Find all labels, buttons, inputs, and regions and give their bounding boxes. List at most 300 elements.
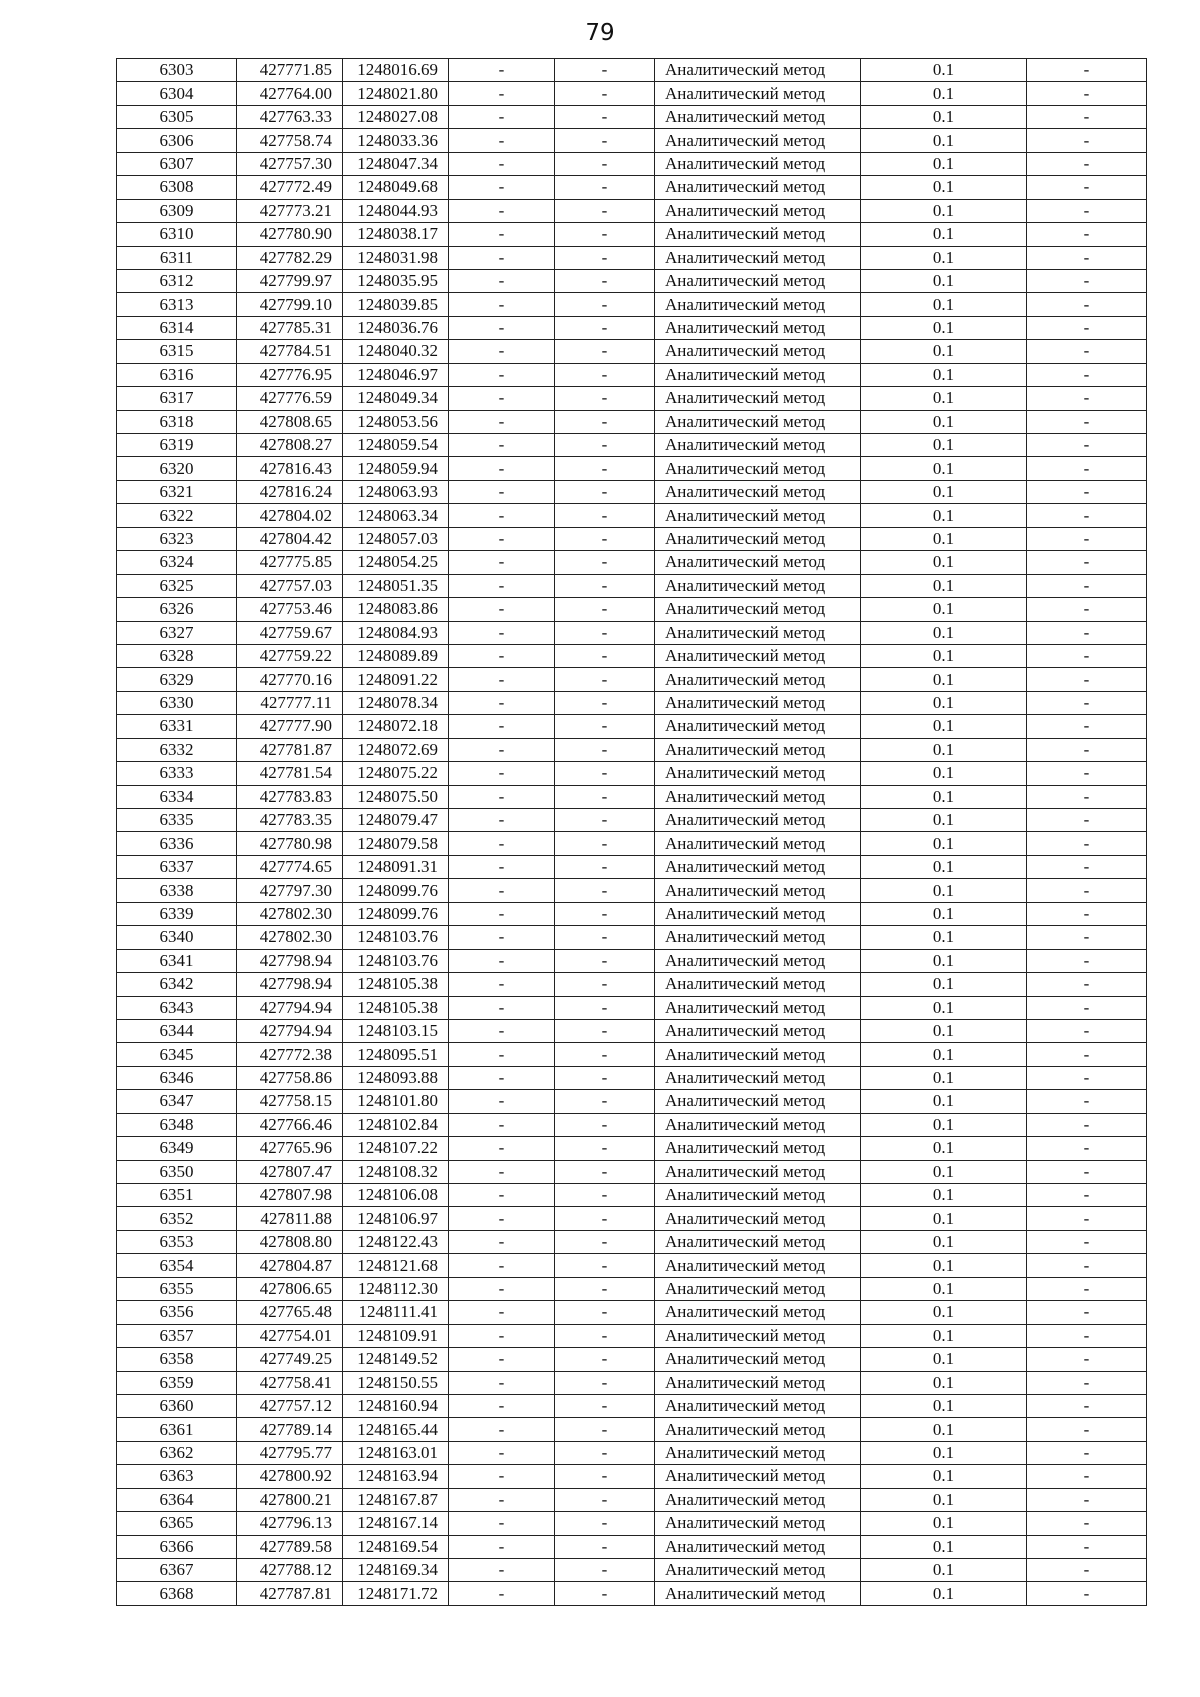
accuracy-cell: 0.1 bbox=[861, 949, 1027, 972]
x-coordinate-cell: 427763.33 bbox=[237, 105, 343, 128]
empty-cell-b: - bbox=[555, 1441, 655, 1464]
y-coordinate-cell: 1248169.34 bbox=[343, 1559, 449, 1582]
empty-cell-a: - bbox=[449, 1441, 555, 1464]
empty-cell-c: - bbox=[1027, 879, 1147, 902]
method-cell: Аналитический метод bbox=[655, 1488, 861, 1511]
point-number-cell: 6338 bbox=[117, 879, 237, 902]
point-number-cell: 6310 bbox=[117, 223, 237, 246]
accuracy-cell: 0.1 bbox=[861, 1160, 1027, 1183]
accuracy-cell: 0.1 bbox=[861, 199, 1027, 222]
table-row bbox=[117, 785, 1147, 808]
y-coordinate-cell: 1248051.35 bbox=[343, 574, 449, 597]
empty-cell-b: - bbox=[555, 457, 655, 480]
empty-cell-c: - bbox=[1027, 1559, 1147, 1582]
point-number-cell: 6347 bbox=[117, 1090, 237, 1113]
y-coordinate-cell: 1248149.52 bbox=[343, 1348, 449, 1371]
empty-cell-a: - bbox=[449, 809, 555, 832]
point-number-cell: 6306 bbox=[117, 129, 237, 152]
empty-cell-b: - bbox=[555, 246, 655, 269]
accuracy-cell: 0.1 bbox=[861, 832, 1027, 855]
table-row bbox=[117, 762, 1147, 785]
empty-cell-c: - bbox=[1027, 1254, 1147, 1277]
y-coordinate-cell: 1248046.97 bbox=[343, 363, 449, 386]
page-number: 79 bbox=[585, 20, 615, 46]
method-cell: Аналитический метод bbox=[655, 574, 861, 597]
empty-cell-b: - bbox=[555, 1277, 655, 1300]
table-row bbox=[117, 246, 1147, 269]
empty-cell-a: - bbox=[449, 1254, 555, 1277]
empty-cell-a: - bbox=[449, 1418, 555, 1441]
y-coordinate-cell: 1248057.03 bbox=[343, 527, 449, 550]
accuracy-cell: 0.1 bbox=[861, 1254, 1027, 1277]
empty-cell-b: - bbox=[555, 82, 655, 105]
empty-cell-c: - bbox=[1027, 574, 1147, 597]
method-cell: Аналитический метод bbox=[655, 457, 861, 480]
x-coordinate-cell: 427796.13 bbox=[237, 1512, 343, 1535]
accuracy-cell: 0.1 bbox=[861, 152, 1027, 175]
accuracy-cell: 0.1 bbox=[861, 363, 1027, 386]
method-cell: Аналитический метод bbox=[655, 973, 861, 996]
empty-cell-b: - bbox=[555, 902, 655, 925]
empty-cell-a: - bbox=[449, 1207, 555, 1230]
empty-cell-a: - bbox=[449, 293, 555, 316]
point-number-cell: 6365 bbox=[117, 1512, 237, 1535]
method-cell: Аналитический метод bbox=[655, 340, 861, 363]
method-cell: Аналитический метод bbox=[655, 1371, 861, 1394]
point-number-cell: 6304 bbox=[117, 82, 237, 105]
empty-cell-a: - bbox=[449, 762, 555, 785]
empty-cell-c: - bbox=[1027, 1512, 1147, 1535]
x-coordinate-cell: 427789.58 bbox=[237, 1535, 343, 1558]
table-row bbox=[117, 527, 1147, 550]
accuracy-cell: 0.1 bbox=[861, 293, 1027, 316]
x-coordinate-cell: 427783.83 bbox=[237, 785, 343, 808]
point-number-cell: 6352 bbox=[117, 1207, 237, 1230]
y-coordinate-cell: 1248083.86 bbox=[343, 598, 449, 621]
table-row bbox=[117, 1066, 1147, 1089]
empty-cell-a: - bbox=[449, 129, 555, 152]
empty-cell-c: - bbox=[1027, 1488, 1147, 1511]
empty-cell-a: - bbox=[449, 1535, 555, 1558]
empty-cell-a: - bbox=[449, 410, 555, 433]
y-coordinate-cell: 1248103.15 bbox=[343, 1019, 449, 1042]
table-row bbox=[117, 574, 1147, 597]
method-cell: Аналитический метод bbox=[655, 1254, 861, 1277]
empty-cell-b: - bbox=[555, 363, 655, 386]
accuracy-cell: 0.1 bbox=[861, 809, 1027, 832]
empty-cell-a: - bbox=[449, 527, 555, 550]
empty-cell-b: - bbox=[555, 855, 655, 878]
accuracy-cell: 0.1 bbox=[861, 1418, 1027, 1441]
empty-cell-a: - bbox=[449, 199, 555, 222]
table-row bbox=[117, 996, 1147, 1019]
empty-cell-b: - bbox=[555, 644, 655, 667]
empty-cell-b: - bbox=[555, 1488, 655, 1511]
y-coordinate-cell: 1248165.44 bbox=[343, 1418, 449, 1441]
empty-cell-b: - bbox=[555, 1207, 655, 1230]
y-coordinate-cell: 1248040.32 bbox=[343, 340, 449, 363]
x-coordinate-cell: 427782.29 bbox=[237, 246, 343, 269]
empty-cell-a: - bbox=[449, 996, 555, 1019]
point-number-cell: 6317 bbox=[117, 387, 237, 410]
empty-cell-a: - bbox=[449, 176, 555, 199]
table-row bbox=[117, 59, 1147, 82]
empty-cell-a: - bbox=[449, 82, 555, 105]
table-row bbox=[117, 691, 1147, 714]
empty-cell-b: - bbox=[555, 504, 655, 527]
y-coordinate-cell: 1248111.41 bbox=[343, 1301, 449, 1324]
accuracy-cell: 0.1 bbox=[861, 340, 1027, 363]
method-cell: Аналитический метод bbox=[655, 1324, 861, 1347]
empty-cell-a: - bbox=[449, 504, 555, 527]
empty-cell-b: - bbox=[555, 387, 655, 410]
y-coordinate-cell: 1248059.94 bbox=[343, 457, 449, 480]
method-cell: Аналитический метод bbox=[655, 176, 861, 199]
method-cell: Аналитический метод bbox=[655, 223, 861, 246]
x-coordinate-cell: 427780.98 bbox=[237, 832, 343, 855]
y-coordinate-cell: 1248150.55 bbox=[343, 1371, 449, 1394]
empty-cell-c: - bbox=[1027, 223, 1147, 246]
empty-cell-a: - bbox=[449, 223, 555, 246]
method-cell: Аналитический метод bbox=[655, 59, 861, 82]
method-cell: Аналитический метод bbox=[655, 762, 861, 785]
table-body bbox=[117, 59, 1147, 1606]
table-row bbox=[117, 387, 1147, 410]
empty-cell-b: - bbox=[555, 973, 655, 996]
y-coordinate-cell: 1248171.72 bbox=[343, 1582, 449, 1605]
point-number-cell: 6309 bbox=[117, 199, 237, 222]
x-coordinate-cell: 427759.22 bbox=[237, 644, 343, 667]
method-cell: Аналитический метод bbox=[655, 105, 861, 128]
accuracy-cell: 0.1 bbox=[861, 176, 1027, 199]
method-cell: Аналитический метод bbox=[655, 1512, 861, 1535]
table-row bbox=[117, 1137, 1147, 1160]
empty-cell-c: - bbox=[1027, 949, 1147, 972]
accuracy-cell: 0.1 bbox=[861, 316, 1027, 339]
empty-cell-a: - bbox=[449, 691, 555, 714]
empty-cell-a: - bbox=[449, 316, 555, 339]
y-coordinate-cell: 1248101.80 bbox=[343, 1090, 449, 1113]
y-coordinate-cell: 1248091.22 bbox=[343, 668, 449, 691]
empty-cell-c: - bbox=[1027, 902, 1147, 925]
point-number-cell: 6355 bbox=[117, 1277, 237, 1300]
empty-cell-c: - bbox=[1027, 504, 1147, 527]
x-coordinate-cell: 427808.27 bbox=[237, 434, 343, 457]
empty-cell-c: - bbox=[1027, 480, 1147, 503]
accuracy-cell: 0.1 bbox=[861, 105, 1027, 128]
method-cell: Аналитический метод bbox=[655, 434, 861, 457]
empty-cell-a: - bbox=[449, 1301, 555, 1324]
point-number-cell: 6335 bbox=[117, 809, 237, 832]
empty-cell-c: - bbox=[1027, 668, 1147, 691]
x-coordinate-cell: 427774.65 bbox=[237, 855, 343, 878]
point-number-cell: 6328 bbox=[117, 644, 237, 667]
y-coordinate-cell: 1248163.01 bbox=[343, 1441, 449, 1464]
empty-cell-a: - bbox=[449, 785, 555, 808]
accuracy-cell: 0.1 bbox=[861, 59, 1027, 82]
y-coordinate-cell: 1248036.76 bbox=[343, 316, 449, 339]
y-coordinate-cell: 1248072.69 bbox=[343, 738, 449, 761]
empty-cell-b: - bbox=[555, 1090, 655, 1113]
accuracy-cell: 0.1 bbox=[861, 527, 1027, 550]
empty-cell-c: - bbox=[1027, 1301, 1147, 1324]
method-cell: Аналитический метод bbox=[655, 668, 861, 691]
empty-cell-b: - bbox=[555, 1301, 655, 1324]
x-coordinate-cell: 427777.11 bbox=[237, 691, 343, 714]
point-number-cell: 6364 bbox=[117, 1488, 237, 1511]
accuracy-cell: 0.1 bbox=[861, 410, 1027, 433]
x-coordinate-cell: 427781.87 bbox=[237, 738, 343, 761]
empty-cell-b: - bbox=[555, 1512, 655, 1535]
empty-cell-a: - bbox=[449, 1137, 555, 1160]
y-coordinate-cell: 1248035.95 bbox=[343, 269, 449, 292]
table-row bbox=[117, 1160, 1147, 1183]
point-number-cell: 6321 bbox=[117, 480, 237, 503]
empty-cell-c: - bbox=[1027, 199, 1147, 222]
empty-cell-c: - bbox=[1027, 410, 1147, 433]
empty-cell-b: - bbox=[555, 199, 655, 222]
table-row bbox=[117, 902, 1147, 925]
empty-cell-b: - bbox=[555, 1137, 655, 1160]
method-cell: Аналитический метод bbox=[655, 715, 861, 738]
y-coordinate-cell: 1248099.76 bbox=[343, 879, 449, 902]
empty-cell-a: - bbox=[449, 1066, 555, 1089]
empty-cell-a: - bbox=[449, 1559, 555, 1582]
point-number-cell: 6320 bbox=[117, 457, 237, 480]
x-coordinate-cell: 427759.67 bbox=[237, 621, 343, 644]
method-cell: Аналитический метод bbox=[655, 480, 861, 503]
table-row bbox=[117, 598, 1147, 621]
point-number-cell: 6331 bbox=[117, 715, 237, 738]
empty-cell-a: - bbox=[449, 574, 555, 597]
table-row bbox=[117, 176, 1147, 199]
empty-cell-a: - bbox=[449, 1324, 555, 1347]
empty-cell-c: - bbox=[1027, 1090, 1147, 1113]
empty-cell-c: - bbox=[1027, 1535, 1147, 1558]
method-cell: Аналитический метод bbox=[655, 1043, 861, 1066]
method-cell: Аналитический метод bbox=[655, 363, 861, 386]
empty-cell-c: - bbox=[1027, 1113, 1147, 1136]
accuracy-cell: 0.1 bbox=[861, 879, 1027, 902]
empty-cell-b: - bbox=[555, 1371, 655, 1394]
empty-cell-c: - bbox=[1027, 598, 1147, 621]
method-cell: Аналитический метод bbox=[655, 926, 861, 949]
y-coordinate-cell: 1248163.94 bbox=[343, 1465, 449, 1488]
accuracy-cell: 0.1 bbox=[861, 1090, 1027, 1113]
empty-cell-a: - bbox=[449, 434, 555, 457]
method-cell: Аналитический метод bbox=[655, 1207, 861, 1230]
empty-cell-b: - bbox=[555, 715, 655, 738]
empty-cell-c: - bbox=[1027, 246, 1147, 269]
empty-cell-b: - bbox=[555, 176, 655, 199]
accuracy-cell: 0.1 bbox=[861, 246, 1027, 269]
point-number-cell: 6366 bbox=[117, 1535, 237, 1558]
y-coordinate-cell: 1248091.31 bbox=[343, 855, 449, 878]
empty-cell-b: - bbox=[555, 105, 655, 128]
empty-cell-b: - bbox=[555, 223, 655, 246]
x-coordinate-cell: 427754.01 bbox=[237, 1324, 343, 1347]
table-row bbox=[117, 152, 1147, 175]
point-number-cell: 6316 bbox=[117, 363, 237, 386]
y-coordinate-cell: 1248106.97 bbox=[343, 1207, 449, 1230]
y-coordinate-cell: 1248063.34 bbox=[343, 504, 449, 527]
empty-cell-c: - bbox=[1027, 434, 1147, 457]
point-number-cell: 6361 bbox=[117, 1418, 237, 1441]
empty-cell-c: - bbox=[1027, 340, 1147, 363]
y-coordinate-cell: 1248044.93 bbox=[343, 199, 449, 222]
empty-cell-b: - bbox=[555, 1582, 655, 1605]
empty-cell-c: - bbox=[1027, 152, 1147, 175]
table-row bbox=[117, 269, 1147, 292]
table-row bbox=[117, 1324, 1147, 1347]
x-coordinate-cell: 427798.94 bbox=[237, 973, 343, 996]
empty-cell-b: - bbox=[555, 410, 655, 433]
empty-cell-b: - bbox=[555, 949, 655, 972]
method-cell: Аналитический метод bbox=[655, 1184, 861, 1207]
point-number-cell: 6307 bbox=[117, 152, 237, 175]
y-coordinate-cell: 1248109.91 bbox=[343, 1324, 449, 1347]
method-cell: Аналитический метод bbox=[655, 621, 861, 644]
y-coordinate-cell: 1248016.69 bbox=[343, 59, 449, 82]
accuracy-cell: 0.1 bbox=[861, 223, 1027, 246]
accuracy-cell: 0.1 bbox=[861, 504, 1027, 527]
y-coordinate-cell: 1248099.76 bbox=[343, 902, 449, 925]
y-coordinate-cell: 1248106.08 bbox=[343, 1184, 449, 1207]
empty-cell-b: - bbox=[555, 1254, 655, 1277]
method-cell: Аналитический метод bbox=[655, 199, 861, 222]
x-coordinate-cell: 427765.48 bbox=[237, 1301, 343, 1324]
empty-cell-c: - bbox=[1027, 1137, 1147, 1160]
empty-cell-c: - bbox=[1027, 762, 1147, 785]
empty-cell-a: - bbox=[449, 551, 555, 574]
point-number-cell: 6362 bbox=[117, 1441, 237, 1464]
table-row bbox=[117, 223, 1147, 246]
empty-cell-b: - bbox=[555, 434, 655, 457]
empty-cell-a: - bbox=[449, 879, 555, 902]
method-cell: Аналитический метод bbox=[655, 832, 861, 855]
point-number-cell: 6305 bbox=[117, 105, 237, 128]
point-number-cell: 6329 bbox=[117, 668, 237, 691]
empty-cell-c: - bbox=[1027, 1324, 1147, 1347]
method-cell: Аналитический метод bbox=[655, 1230, 861, 1253]
empty-cell-c: - bbox=[1027, 715, 1147, 738]
empty-cell-a: - bbox=[449, 715, 555, 738]
y-coordinate-cell: 1248072.18 bbox=[343, 715, 449, 738]
point-number-cell: 6367 bbox=[117, 1559, 237, 1582]
method-cell: Аналитический метод bbox=[655, 1441, 861, 1464]
empty-cell-b: - bbox=[555, 785, 655, 808]
point-number-cell: 6341 bbox=[117, 949, 237, 972]
empty-cell-a: - bbox=[449, 387, 555, 410]
empty-cell-c: - bbox=[1027, 363, 1147, 386]
point-number-cell: 6360 bbox=[117, 1394, 237, 1417]
empty-cell-c: - bbox=[1027, 293, 1147, 316]
y-coordinate-cell: 1248033.36 bbox=[343, 129, 449, 152]
method-cell: Аналитический метод bbox=[655, 902, 861, 925]
accuracy-cell: 0.1 bbox=[861, 1043, 1027, 1066]
x-coordinate-cell: 427758.86 bbox=[237, 1066, 343, 1089]
point-number-cell: 6343 bbox=[117, 996, 237, 1019]
point-number-cell: 6314 bbox=[117, 316, 237, 339]
empty-cell-a: - bbox=[449, 1582, 555, 1605]
empty-cell-c: - bbox=[1027, 1418, 1147, 1441]
empty-cell-c: - bbox=[1027, 1465, 1147, 1488]
accuracy-cell: 0.1 bbox=[861, 1394, 1027, 1417]
method-cell: Аналитический метод bbox=[655, 1559, 861, 1582]
empty-cell-c: - bbox=[1027, 1441, 1147, 1464]
point-number-cell: 6353 bbox=[117, 1230, 237, 1253]
point-number-cell: 6303 bbox=[117, 59, 237, 82]
y-coordinate-cell: 1248107.22 bbox=[343, 1137, 449, 1160]
point-number-cell: 6322 bbox=[117, 504, 237, 527]
point-number-cell: 6344 bbox=[117, 1019, 237, 1042]
table-row bbox=[117, 1582, 1147, 1605]
y-coordinate-cell: 1248108.32 bbox=[343, 1160, 449, 1183]
table-row bbox=[117, 621, 1147, 644]
point-number-cell: 6324 bbox=[117, 551, 237, 574]
x-coordinate-cell: 427807.47 bbox=[237, 1160, 343, 1183]
empty-cell-a: - bbox=[449, 480, 555, 503]
empty-cell-a: - bbox=[449, 59, 555, 82]
accuracy-cell: 0.1 bbox=[861, 644, 1027, 667]
empty-cell-c: - bbox=[1027, 129, 1147, 152]
accuracy-cell: 0.1 bbox=[861, 1582, 1027, 1605]
table-row bbox=[117, 1184, 1147, 1207]
y-coordinate-cell: 1248093.88 bbox=[343, 1066, 449, 1089]
x-coordinate-cell: 427783.35 bbox=[237, 809, 343, 832]
accuracy-cell: 0.1 bbox=[861, 668, 1027, 691]
point-number-cell: 6332 bbox=[117, 738, 237, 761]
point-number-cell: 6327 bbox=[117, 621, 237, 644]
accuracy-cell: 0.1 bbox=[861, 480, 1027, 503]
table-row bbox=[117, 363, 1147, 386]
empty-cell-b: - bbox=[555, 1465, 655, 1488]
x-coordinate-cell: 427799.10 bbox=[237, 293, 343, 316]
method-cell: Аналитический метод bbox=[655, 527, 861, 550]
empty-cell-b: - bbox=[555, 1113, 655, 1136]
x-coordinate-cell: 427753.46 bbox=[237, 598, 343, 621]
empty-cell-a: - bbox=[449, 832, 555, 855]
empty-cell-a: - bbox=[449, 1488, 555, 1511]
method-cell: Аналитический метод bbox=[655, 269, 861, 292]
accuracy-cell: 0.1 bbox=[861, 1465, 1027, 1488]
table-row bbox=[117, 82, 1147, 105]
y-coordinate-cell: 1248103.76 bbox=[343, 926, 449, 949]
empty-cell-a: - bbox=[449, 246, 555, 269]
empty-cell-a: - bbox=[449, 738, 555, 761]
point-number-cell: 6346 bbox=[117, 1066, 237, 1089]
empty-cell-b: - bbox=[555, 1418, 655, 1441]
method-cell: Аналитический метод bbox=[655, 293, 861, 316]
table-row bbox=[117, 480, 1147, 503]
accuracy-cell: 0.1 bbox=[861, 1301, 1027, 1324]
method-cell: Аналитический метод bbox=[655, 598, 861, 621]
empty-cell-c: - bbox=[1027, 176, 1147, 199]
y-coordinate-cell: 1248059.54 bbox=[343, 434, 449, 457]
empty-cell-b: - bbox=[555, 1394, 655, 1417]
y-coordinate-cell: 1248039.85 bbox=[343, 293, 449, 316]
empty-cell-b: - bbox=[555, 762, 655, 785]
accuracy-cell: 0.1 bbox=[861, 691, 1027, 714]
y-coordinate-cell: 1248049.34 bbox=[343, 387, 449, 410]
empty-cell-c: - bbox=[1027, 973, 1147, 996]
y-coordinate-cell: 1248075.50 bbox=[343, 785, 449, 808]
empty-cell-b: - bbox=[555, 668, 655, 691]
x-coordinate-cell: 427794.94 bbox=[237, 1019, 343, 1042]
x-coordinate-cell: 427773.21 bbox=[237, 199, 343, 222]
x-coordinate-cell: 427797.30 bbox=[237, 879, 343, 902]
method-cell: Аналитический метод bbox=[655, 129, 861, 152]
